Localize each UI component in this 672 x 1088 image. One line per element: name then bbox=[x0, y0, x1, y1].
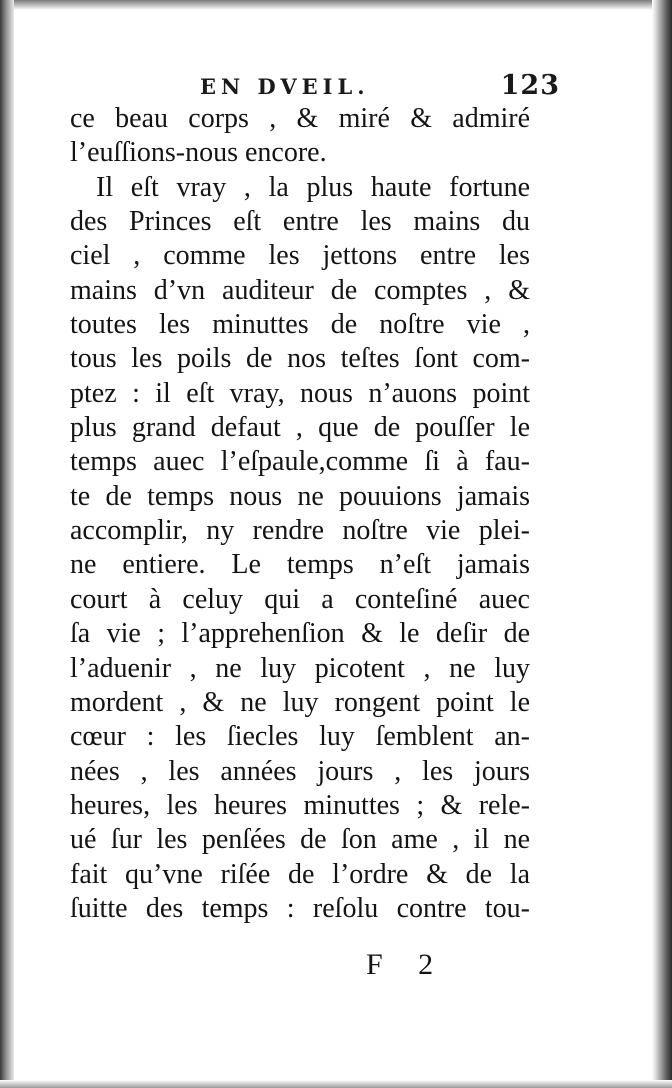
text-line: mordent , & ne luy rongent point le bbox=[70, 686, 530, 718]
text-line: accomplir, ny rendre noſtre vie plei- bbox=[70, 515, 530, 547]
text-line: l’euſſions-nous encore. bbox=[70, 137, 327, 169]
running-head bbox=[200, 70, 560, 106]
text-line: tous les poils de nos teſtes ſont com- bbox=[70, 343, 530, 375]
text-line: ne entiere. Le temps n’eſt jamais bbox=[70, 549, 530, 581]
text-line: mains d’vn auditeur de comptes , & bbox=[70, 274, 530, 306]
page-right-edge bbox=[652, 0, 672, 1088]
text-line: te de temps nous ne pouuions jamais bbox=[70, 480, 530, 512]
text-line: court à celuy qui a conteſiné auec bbox=[70, 583, 530, 615]
text-line: ciel , comme les jettons entre les bbox=[70, 240, 530, 272]
signature-mark: F 2 bbox=[366, 948, 448, 981]
body-text bbox=[70, 102, 530, 926]
text-line: ſuitte des temps : reſolu contre tou- bbox=[70, 892, 530, 924]
page-top-edge bbox=[0, 0, 672, 10]
text-line: des Princes eſt entre les mains du bbox=[70, 206, 530, 238]
text-line: Il eſt vray , la plus haute fortune bbox=[96, 171, 530, 203]
text-line: nées , les années jours , les jours bbox=[70, 755, 530, 787]
text-line: ptez : il eſt vray, nous n’auons point bbox=[70, 377, 530, 409]
text-line: cœur : les ſiecles luy ſemblent an- bbox=[70, 721, 530, 753]
page-number: 123 bbox=[500, 70, 560, 101]
running-head-title: EN DVEIL. bbox=[200, 74, 370, 99]
text-line: fait qu’vne riſée de l’ordre & de la bbox=[70, 858, 530, 890]
text-line: heures, les heures minuttes ; & rele- bbox=[70, 789, 530, 821]
text-line: plus grand defaut , que de pouſſer le bbox=[70, 412, 530, 444]
page-bottom-edge bbox=[0, 1080, 672, 1088]
text-line: toutes les minuttes de noſtre vie , bbox=[70, 309, 530, 341]
text-line: ce beau corps , & miré & admiré bbox=[70, 103, 530, 134]
text-line: ué ſur les penſées de ſon ame , il ne bbox=[70, 824, 530, 856]
text-line: ſa vie ; l’apprehenſion & le deſir de bbox=[70, 618, 530, 650]
page-left-edge bbox=[0, 0, 14, 1088]
text-line: temps auec l’eſpaule,comme ſi à fau- bbox=[70, 446, 530, 478]
text-line: l’aduenir , ne luy picotent , ne luy bbox=[70, 652, 530, 684]
